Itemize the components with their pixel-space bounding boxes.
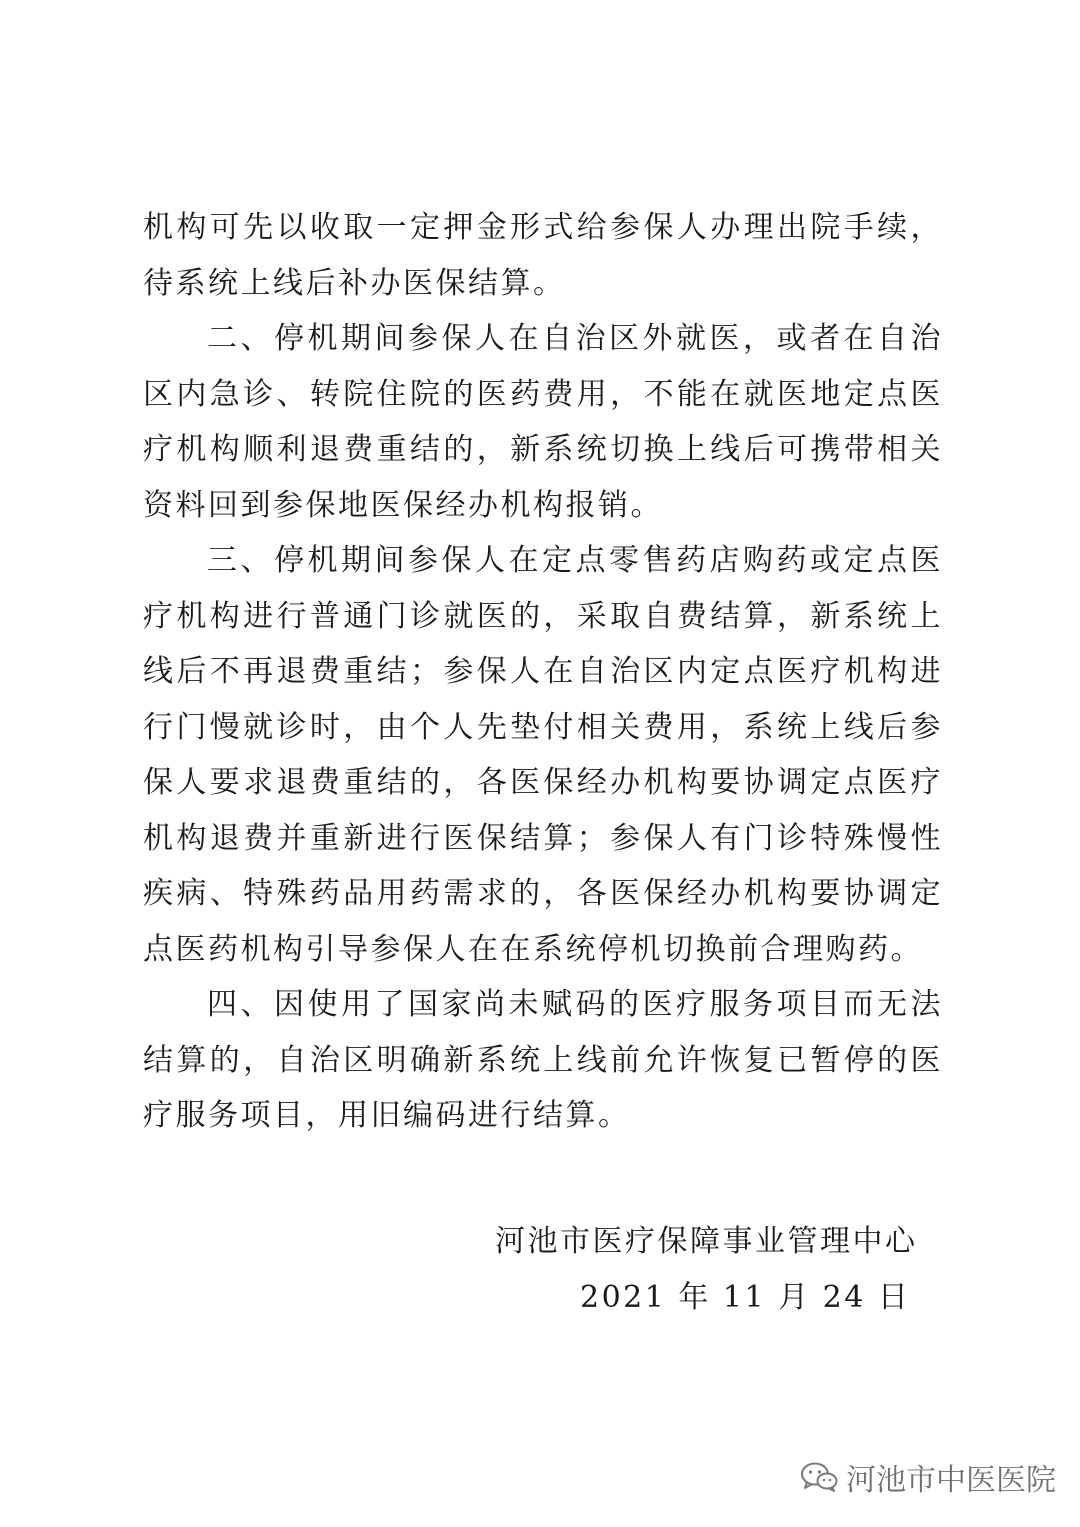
wechat-icon: [800, 1461, 838, 1493]
watermark-account-name: 河池市中医医院: [846, 1463, 1056, 1498]
wechat-watermark: [800, 1455, 1056, 1499]
paragraph-item-2: 二、停机期间参保人在自治区外就医，或者在自治区内急诊、转院住院的医药费用，不能在就医地定点医疗机构顺利退费重结的，新系统切换上线后可携带相关资料回到参保地医保经办机构报销。: [143, 321, 943, 523]
document-body: [143, 200, 943, 1144]
signature-date: 2021 年 11 月 24 日: [580, 1280, 911, 1315]
paragraph-item-4: 四、因使用了国家尚未赋码的医疗服务项目而无法结算的，自治区明确新系统上线前允许恢复已暂停的医疗服务项目，用旧编码进行结算。: [143, 987, 943, 1133]
signature-organization: 河池市医疗保障事业管理中心: [495, 1224, 918, 1259]
paragraph-continuation: 机构可先以收取一定押金形式给参保人办理出院手续，待系统上线后补办医保结算。: [143, 210, 943, 301]
paragraph-item-3: 三、停机期间参保人在定点零售药店购药或定点医疗机构进行普通门诊就医的，采取自费结算，新系统上线后不再退费重结；参保人在自治区内定点医疗机构进行门慢就诊时，由个人先垫付相关费用，系统上线后参保人要求退费重结的，各医保经办机构要协调定点医疗机构退费并重新进行医保结算；参保人有门诊特殊慢性疾病、特殊药品用药需求的，各医保经办机构要协调定点医药机构引导参保人在在系统停机切换前合理购药。: [143, 543, 943, 967]
